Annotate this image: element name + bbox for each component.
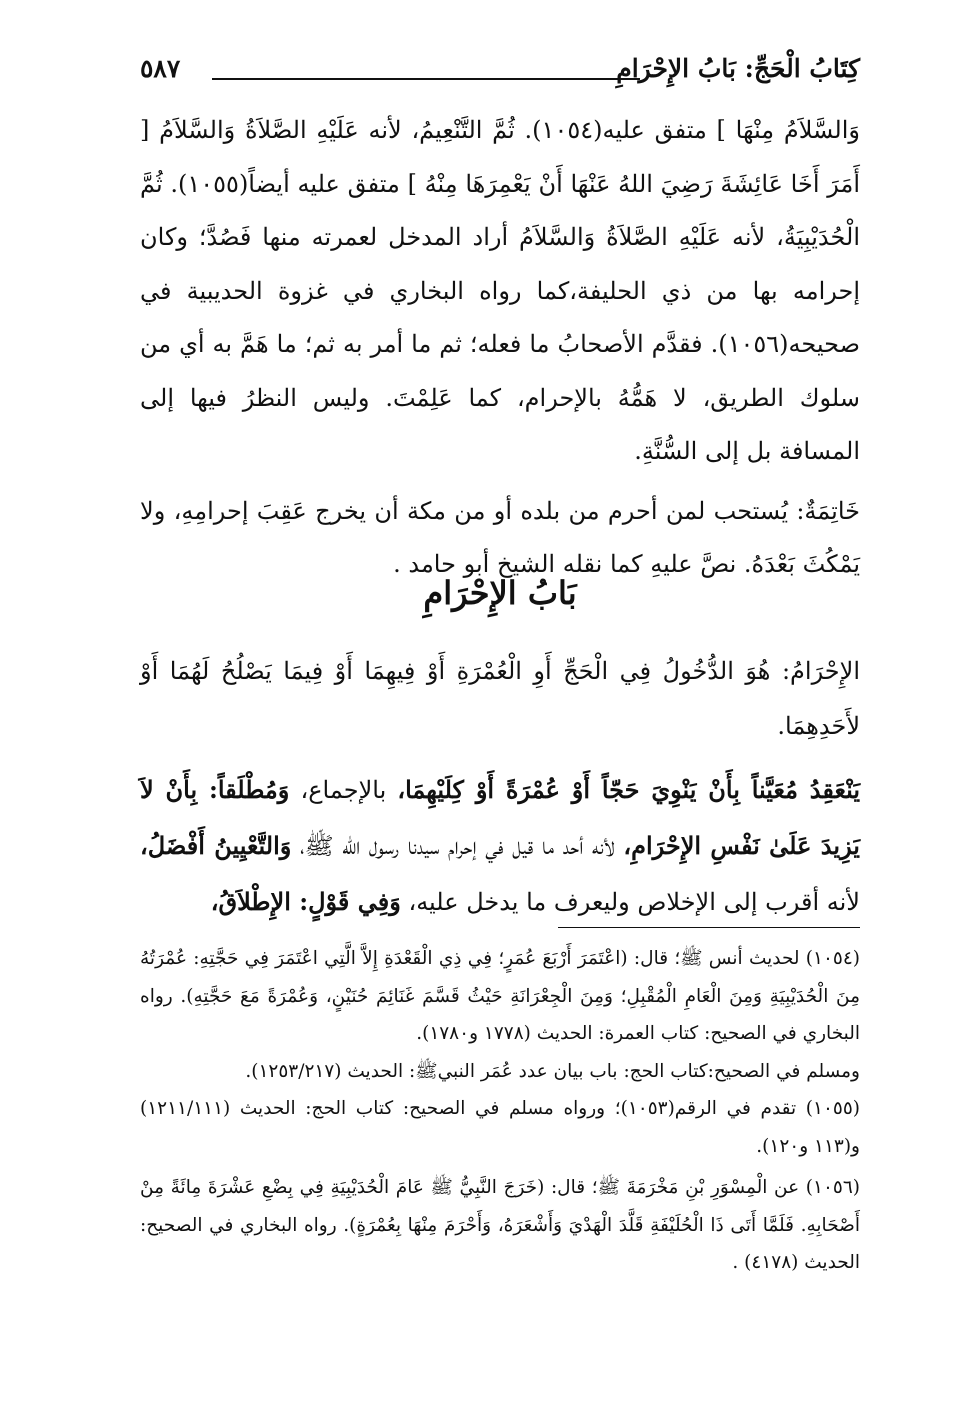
footnotes xyxy=(140,940,860,1282)
running-title: كِتَابُ الْحَجِّ: بَابُ الإِحْرَامِ xyxy=(616,54,860,83)
ihram-definition: الإِحْرَامُ: هُوَ الدُّخُولُ فِي الْحَجِّ أَوِ الْعُمْرَةِ أَوْ فِيهِمَا أَوْ فِيمَا يَصْلُحُ لَهُمَا أَوْ لأَحَدِهِمَا. xyxy=(140,657,860,740)
footnote-1054-continued: ومسلم في الصحيح:كتاب الحج: باب بيان عدد عُمَر النبيﷺ: الحديث (١٢٥٣/٢١٧). xyxy=(245,1060,860,1082)
matn-text: وَمُطْلَقاً: بِأَنْ لاَ يَزِيدَ عَلَىٰ نَفْسِ الإِحْرَامِ، xyxy=(140,775,860,860)
main-text xyxy=(140,104,860,592)
chapter-text xyxy=(140,644,860,930)
footnote-separator xyxy=(558,927,860,928)
footnote-1054: (١٠٥٤) لحديث أنس ﷺ؛ قال: (اعْتَمَرَ أَرْبَعَ عُمَرٍ؛ فِي ذِي الْقَعْدَةِ إِلاَّ الَّتِي اعْتَمَرَ فِي حَجَّتِهِ: عُمْرَتُهُ مِنَ الْحُدَيْبِيَةِ وَمِنَ الْعَامِ الْمُقْبِلِ؛ وَمِنَ الْجِعْرَانَةِ حَيْثُ قَسَّمَ غَنَائِمَ حُنَيْنٍ، وَعُمْرَةً مَعَ حَجَّتِهِ). رواه البخاري في الصحيح: كتاب العمرة: الحديث (١٧٧٨ و١٧٨٠). xyxy=(140,948,860,1044)
body-paragraph: وَالسَّلاَمُ مِنْهَا ] متفق عليه(١٠٥٤). ثُمَّ التَّنْعِيمُ، لأنه عَلَيْهِ الصَّلاَةُ وَالسَّلاَمُ [ أَمَرَ أَخَا عَائِشَةَ رَضِيَ اللهُ عَنْهَا أَنْ يَعْمِرَهَا مِنْهُ ] متفق عليه أيضاً(١٠٥٥). ثُمَّ الْحُدَيْبِيَةُ، لأنه عَلَيْهِ الصَّلاَةُ وَالسَّلاَمُ أراد المدخل لعمرته منها فَصُدَّ؛ وكان إحرامه بها من ذي الحليفة،كما رواه البخاري في غزوة الحديبية في صحيحه(١٠٥٦). فقدَّم الأصحابُ ما فعله؛ ثم ما أمر به ثم؛ ما هَمَّ به أي من سلوك الطريق، لا هَمُّهُ بالإحرام، كما عَلِمْتَ. وليس النظرُ فيها إلى المسافة بل إلى السُّنَّةِ. xyxy=(140,116,860,465)
sharh-text: لأنه أقرب إلى الإخلاص وليعرف ما يدخل عليه، xyxy=(400,888,860,916)
ihram-paragraph xyxy=(140,762,860,930)
chapter-title: بَابُ الإِحْرَامِ xyxy=(423,574,577,612)
footnote-1055: (١٠٥٥) تقدم في الرقم(١٠٥٣)؛ ورواه مسلم في الصحيح: كتاب الحج: الحديث (١٢١١/١١١) و(١١٣ و١٢٠). xyxy=(140,1098,860,1157)
footnote-1056: (١٠٥٦) عن الْمِسْوَرِ بْنِ مَخْرَمَةَ ﷺ؛ قال: (خَرَجَ النَّبِيُّ ﷺ عَامَ الْحُدَيْبِيَةِ فِي بِضْعِ عَشْرَةَ مِائَةً مِنْ أَصْحَابِهِ. فَلَمَّا أَتَى ذَا الْحُلَيْفَةِ قَلَّدَ الْهَدْيَ وَأَشْعَرَهُ، وَأَحْرَمَ مِنْهَا بِعُمْرَةٍ). رواه البخاري في الصحيح: الحديث (٤١٧٨) . xyxy=(140,1177,860,1273)
sharh-text: لأنه أحد ما قيل في إحرام سيدنا رسول الله ﷺ، xyxy=(291,832,624,860)
sharh-text: بالإجماع، xyxy=(289,776,398,804)
page-header xyxy=(140,52,860,86)
page-number: ٥٨٧ xyxy=(140,54,181,83)
matn-text: وَالتَّعْيِينُ أَفْضَلُ، xyxy=(140,831,292,860)
header-rule xyxy=(212,78,640,80)
khatima-paragraph: خَاتِمَةٌ: يُستحب لمن أحرم من بلده أو من مكة أن يخرج عَقِبَ إحرامِهِ، ولا يَمْكُثَ بَعْدَهُ. نصَّ عليهِ كما نقله الشيخ أبو حامد . xyxy=(140,496,861,578)
matn-text: وَفِي قَوْلٍ: الإِطْلاَقُ، xyxy=(210,887,401,916)
matn-text: يَنْعَقِدُ مُعَيَّناً بِأَنْ يَنْوِيَ حَجّاً أَوْ عُمْرَةً أَوْ كِلَيْهِمَا، xyxy=(397,775,861,804)
